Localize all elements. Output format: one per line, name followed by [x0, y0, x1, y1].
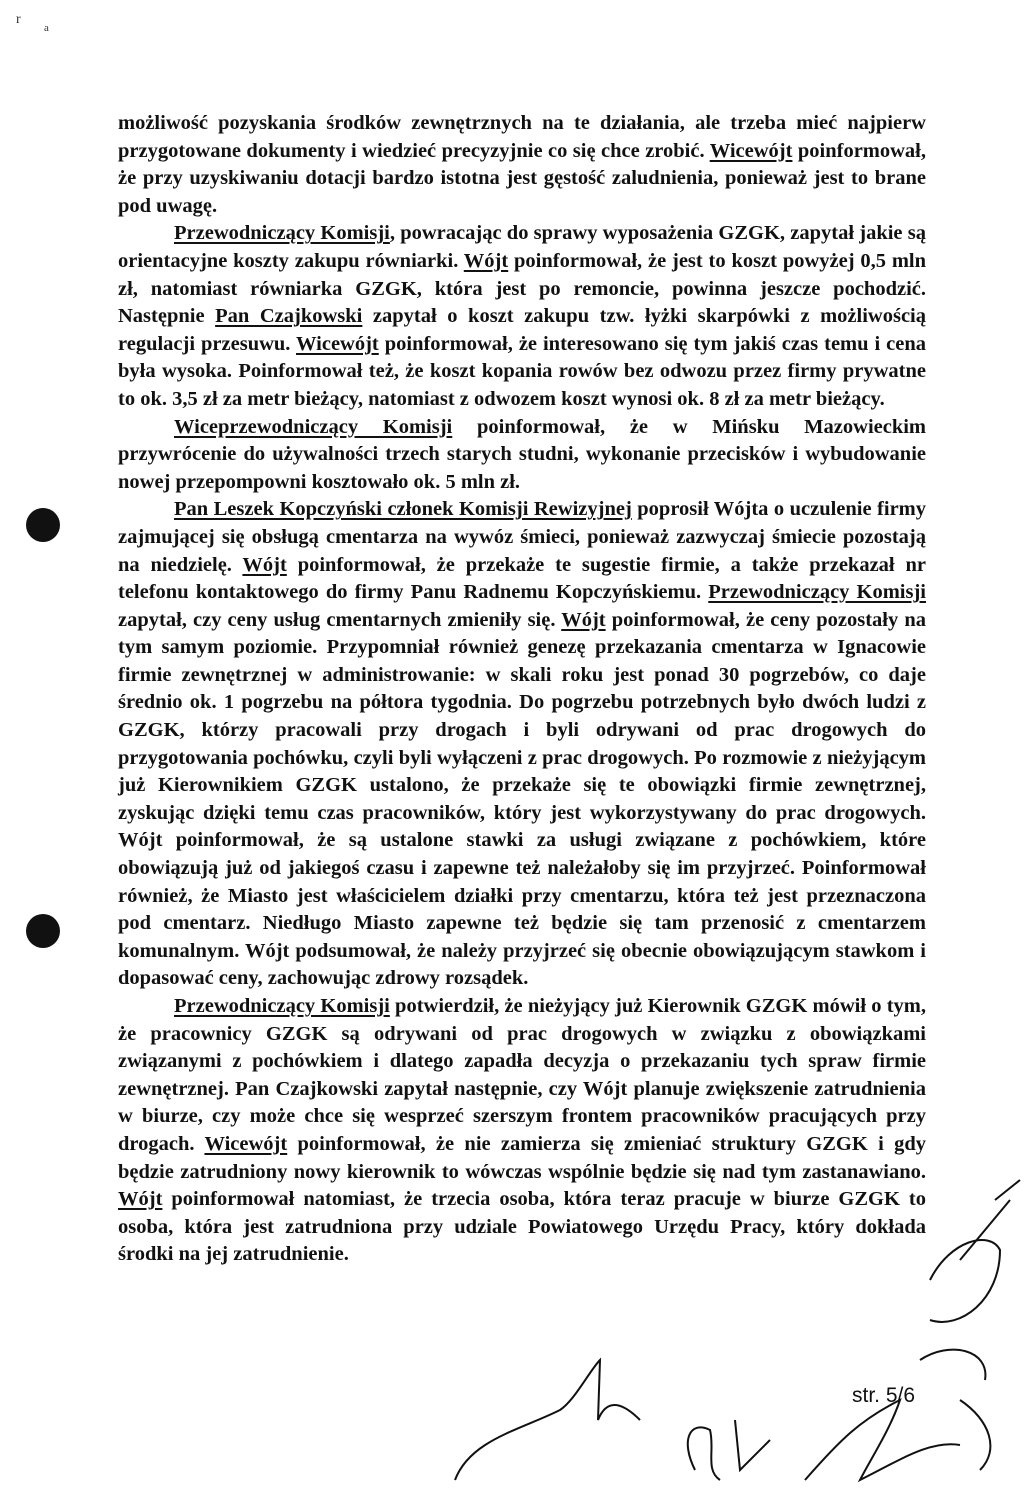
speaker-name: Przewodniczący Komisji [708, 581, 927, 604]
speaker-name: Wójt [561, 608, 606, 631]
signature-5 [960, 1180, 1020, 1260]
speaker-name: Przewodniczący Komisji [174, 995, 390, 1017]
paragraph [118, 110, 926, 220]
text-run: poinformował, że nie zamierza się zmieniać struktury GZGK i gdy będzie zatrudniony nowy kierownik to wówczas wspólnie będzie się nad tym zastanawiano. [118, 1132, 927, 1183]
signature-3 [805, 1400, 960, 1480]
signature-2 [688, 1420, 770, 1480]
paragraph [118, 414, 926, 497]
speaker-name: Wicewójt [296, 332, 379, 355]
paragraph [118, 220, 926, 413]
page-number: str. 5/6 [852, 1384, 916, 1407]
speaker-name: Wiceprzewodniczący Komisji [174, 415, 453, 438]
text-run: zapytał o koszt zakupu tzw. łyżki skarpówki z możliwością regulacji przesuwu. [118, 305, 926, 355]
punch-hole [26, 914, 60, 948]
paragraph [118, 496, 926, 993]
speaker-name: Wójt [463, 249, 509, 272]
speaker-name: Wójt [118, 1188, 163, 1211]
speaker-name: Wójt [242, 553, 287, 576]
text-run: , powracając do sprawy wyposażenia GZGK, zapytał jakie są orientacyjne koszty zakupu równiarki. [118, 222, 926, 272]
text-run: poprosił Wójta o uczulenie firmy zajmującej się obsługą cmentarza na wywóz śmieci, ponieważ zazwyczaj śmiecie pozostają na niedzielę. [118, 498, 926, 576]
speaker-name: Przewodniczący Komisji [174, 222, 390, 245]
speaker-name: Wicewójt [204, 1132, 288, 1155]
speaker-name: Wicewójt [709, 139, 793, 162]
corner-mark: a [44, 22, 49, 34]
document-body [118, 110, 926, 1269]
paragraph [118, 993, 926, 1269]
text-run: poinformował, że ceny pozostały na tym samym poziomie. Przypomniał również genezę przekazania cmentarza w Ignacowie firmie zewnętrznej w administrowanie: w skali roku jest ponad 30 pogrzebów, co daje średnio ok. 1 pogrzebu na półtora tygodnia. Do pogrzebu potrzebnych było dwóch ludzi z GZGK, którzy pracowali przy drogach i byli odrywani od prac drogowych do przygotowania pochówku, czyli byli wyłączeni z prac drogowych. Po rozmowie z nieżyjącym już Kierownikiem GZGK ustalono, że przekaże się te obowiązki firmie zewnętrznej, zyskując dzięki temu czas pracowników, który jest wykorzystywany do prac drogowych. Wójt poinformował, że są ustalone stawki za usługi związane z pochówkiem, które obowiązują już od jakiegoś czasu i zapewne też należałoby się im przyjrzeć. Poinformował również, że Miasto jest właścicielem działki przy cmentarzu, która też jest przeznaczona pod cmentarz. Niedługo Miasto zapewne też będzie się tam przenosić z cmentarzem komunalnym. Wójt podsumował, że należy przyjrzeć się obecnie obowiązującym stawkom i dopasować ceny, zachowując zdrowy rozsądek. [118, 608, 926, 990]
text-run: możliwość pozyskania środków zewnętrznych na te działania, ale trzeba mieć najpierw przygotowane dokumenty i wiedzieć precyzyjnie co się chce zrobić. [118, 112, 926, 162]
text-run: poinformował, że jest to koszt powyżej 0,5 mln zł, natomiast równiarka GZGK, która jest po remoncie, powinna jeszcze pochodzić. Następnie [118, 249, 926, 328]
text-run: potwierdził, że nieżyjący już Kierownik GZGK mówił o tym, że pracownicy GZGK są odrywani od prac drogowych w związku z obowiązkami związanymi z pochówkiem i dlatego zapadła decyzja o przekazaniu tych spraw firmie zewnętrznej. Pan Czajkowski zapytał następnie, czy Wójt planuje zwiększenie zatrudnienia w biurze, czy może chce się wesprzeć szerszym frontem pracowników pracujących przy drogach. [118, 995, 926, 1155]
signature-1 [455, 1360, 640, 1480]
speaker-name: Pan Leszek Kopczyński członek Komisji Rewizyjnej [174, 498, 632, 521]
signature-4 [920, 1240, 1000, 1470]
text-run: poinformował, że w Mińsku Mazowieckim przywrócenie do używalności trzech starych studni, wykonanie przecisków i wybudowanie nowej przepompowni kosztowało ok. 5 mln zł. [118, 415, 927, 493]
speaker-name: Pan Czajkowski [215, 305, 363, 328]
text-run: poinformował natomiast, że trzecia osoba, która teraz pracuje w biurze GZGK to osoba, która jest zatrudniona przy udziale Powiatowego Urzędu Pracy, który dokłada środki na jej zatrudnienie. [118, 1188, 926, 1266]
text-run: poinformował, że przekaże te sugestie firmie, a także przekazał nr telefonu kontaktowego do firmy Panu Radnemu Kopczyńskiemu. [118, 553, 926, 604]
corner-mark: r [16, 12, 21, 27]
punch-hole [26, 508, 60, 542]
text-run: zapytał, czy ceny usług cmentarnych zmieniły się. [118, 608, 562, 631]
text-run: poinformował, że przy uzyskiwaniu dotacji bardzo istotna jest gęstość zaludnienia, ponieważ jest to brane pod uwagę. [118, 139, 927, 217]
text-run: poinformował, że interesowano się tym jakiś czas temu i cena była wysoka. Poinformował też, że koszt kopania rowów bez odwozu przez firmy prywatne to ok. 3,5 zł za metr bieżący, natomiast z odwozem koszt wynosi ok. 8 zł za metr bieżący. [118, 332, 926, 410]
